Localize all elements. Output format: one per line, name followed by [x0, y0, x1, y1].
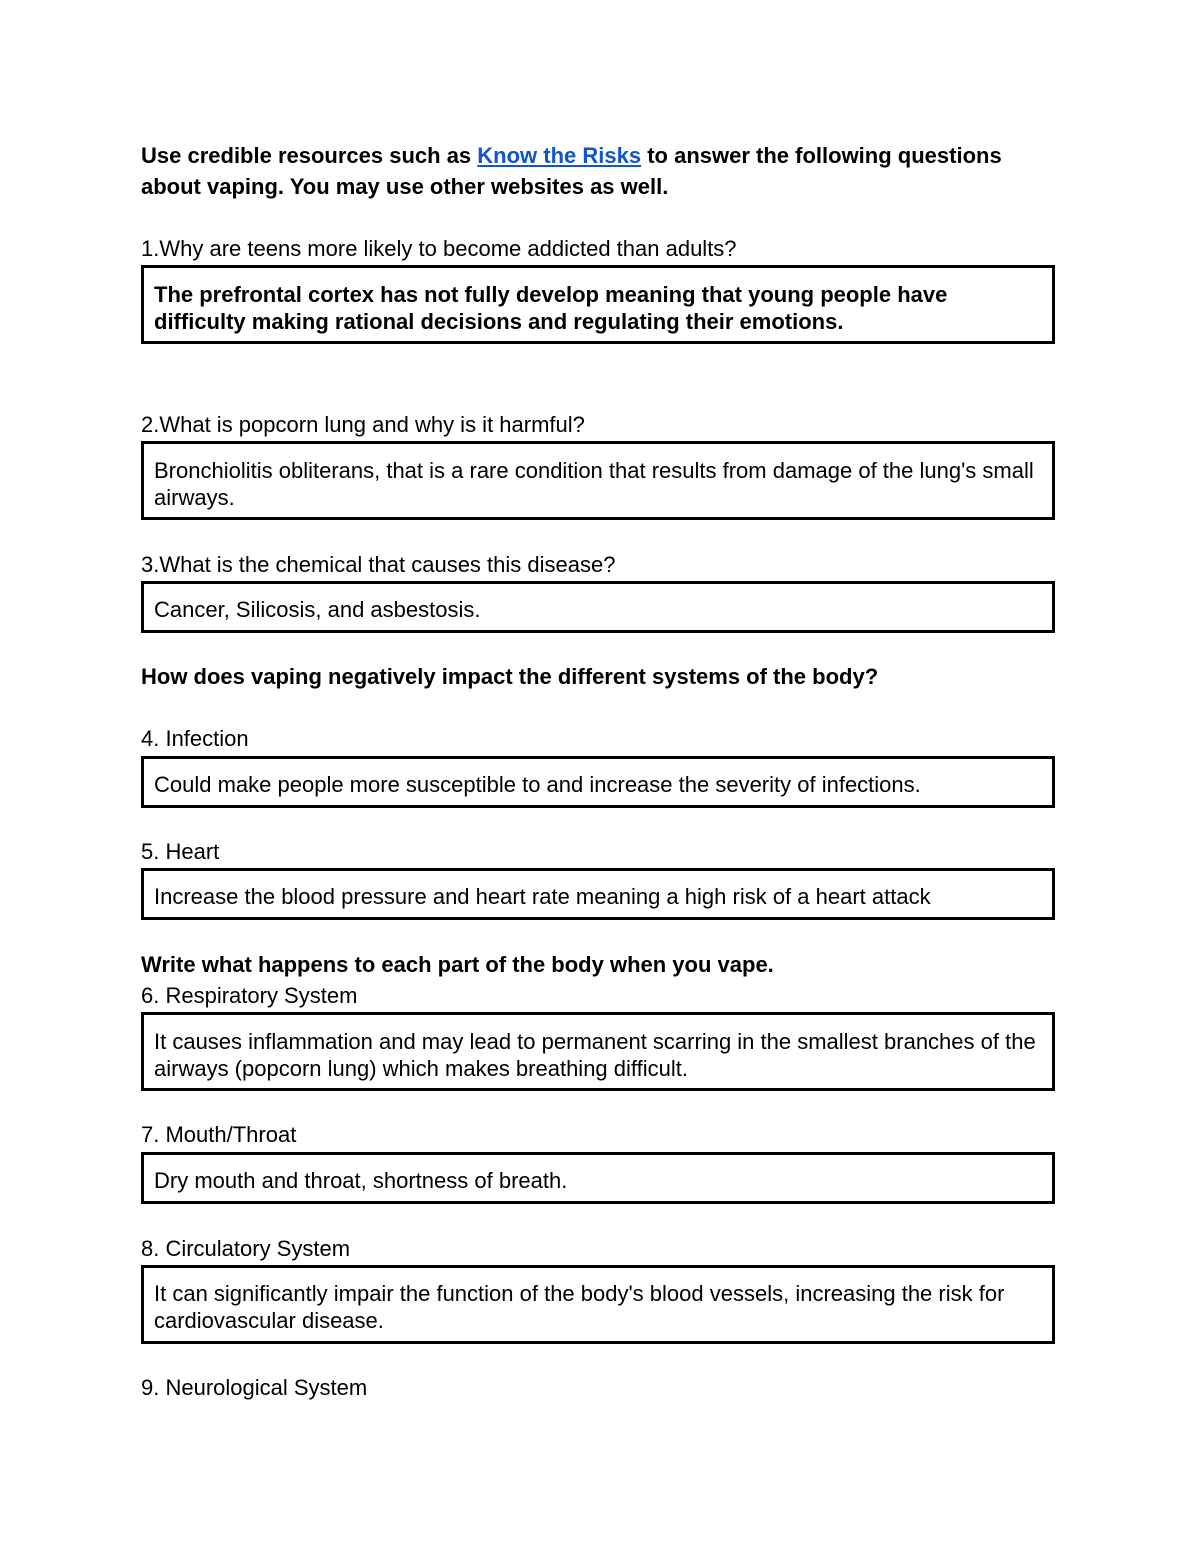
answer-3-box[interactable]: Cancer, Silicosis, and asbestosis.	[141, 581, 1055, 633]
body-parts-heading: Write what happens to each part of the body when you vape.	[141, 952, 774, 977]
answer-7-box[interactable]: Dry mouth and throat, shortness of breath.	[141, 1152, 1055, 1204]
question-3-label: 3.What is the chemical that causes this disease?	[141, 552, 616, 577]
answer-8-box[interactable]: It can significantly impair the function of the body's blood vessels, increasing the risk for cardiovascular disease.	[141, 1265, 1055, 1344]
intro-paragraph	[141, 140, 1041, 202]
question-8-label: 8. Circulatory System	[141, 1236, 351, 1261]
intro-text-after: to answer the following questions about vaping. You may use other websites as well.	[141, 143, 1002, 199]
answer-2-box[interactable]: Bronchiolitis obliterans, that is a rare condition that results from damage of the lung's small airways.	[141, 441, 1055, 520]
question-2-label: 2.What is popcorn lung and why is it harmful?	[141, 412, 585, 437]
question-9-label: 9. Neurological System	[141, 1375, 368, 1400]
question-4-label: 4. Infection	[141, 726, 249, 751]
answer-6-box[interactable]: It causes inflammation and may lead to permanent scarring in the smallest branches of the airways (popcorn lung) which makes breathing difficult.	[141, 1012, 1055, 1091]
question-6-label: 6. Respiratory System	[141, 983, 358, 1008]
answer-1-box[interactable]: The prefrontal cortex has not fully develop meaning that young people have difficulty making rational decisions and regulating their emotions.	[141, 265, 1055, 344]
intro-text-before: Use credible resources such as	[141, 143, 478, 168]
question-1-label: 1.Why are teens more likely to become addicted than adults?	[141, 236, 737, 261]
question-7-label: 7. Mouth/Throat	[141, 1122, 297, 1147]
answer-5-box[interactable]: Increase the blood pressure and heart rate meaning a high risk of a heart attack	[141, 868, 1055, 920]
answer-4-box[interactable]: Could make people more susceptible to and increase the severity of infections.	[141, 756, 1055, 808]
know-the-risks-link[interactable]: Know the Risks	[477, 143, 642, 168]
question-5-label: 5. Heart	[141, 839, 220, 864]
systems-heading: How does vaping negatively impact the different systems of the body?	[141, 664, 879, 689]
